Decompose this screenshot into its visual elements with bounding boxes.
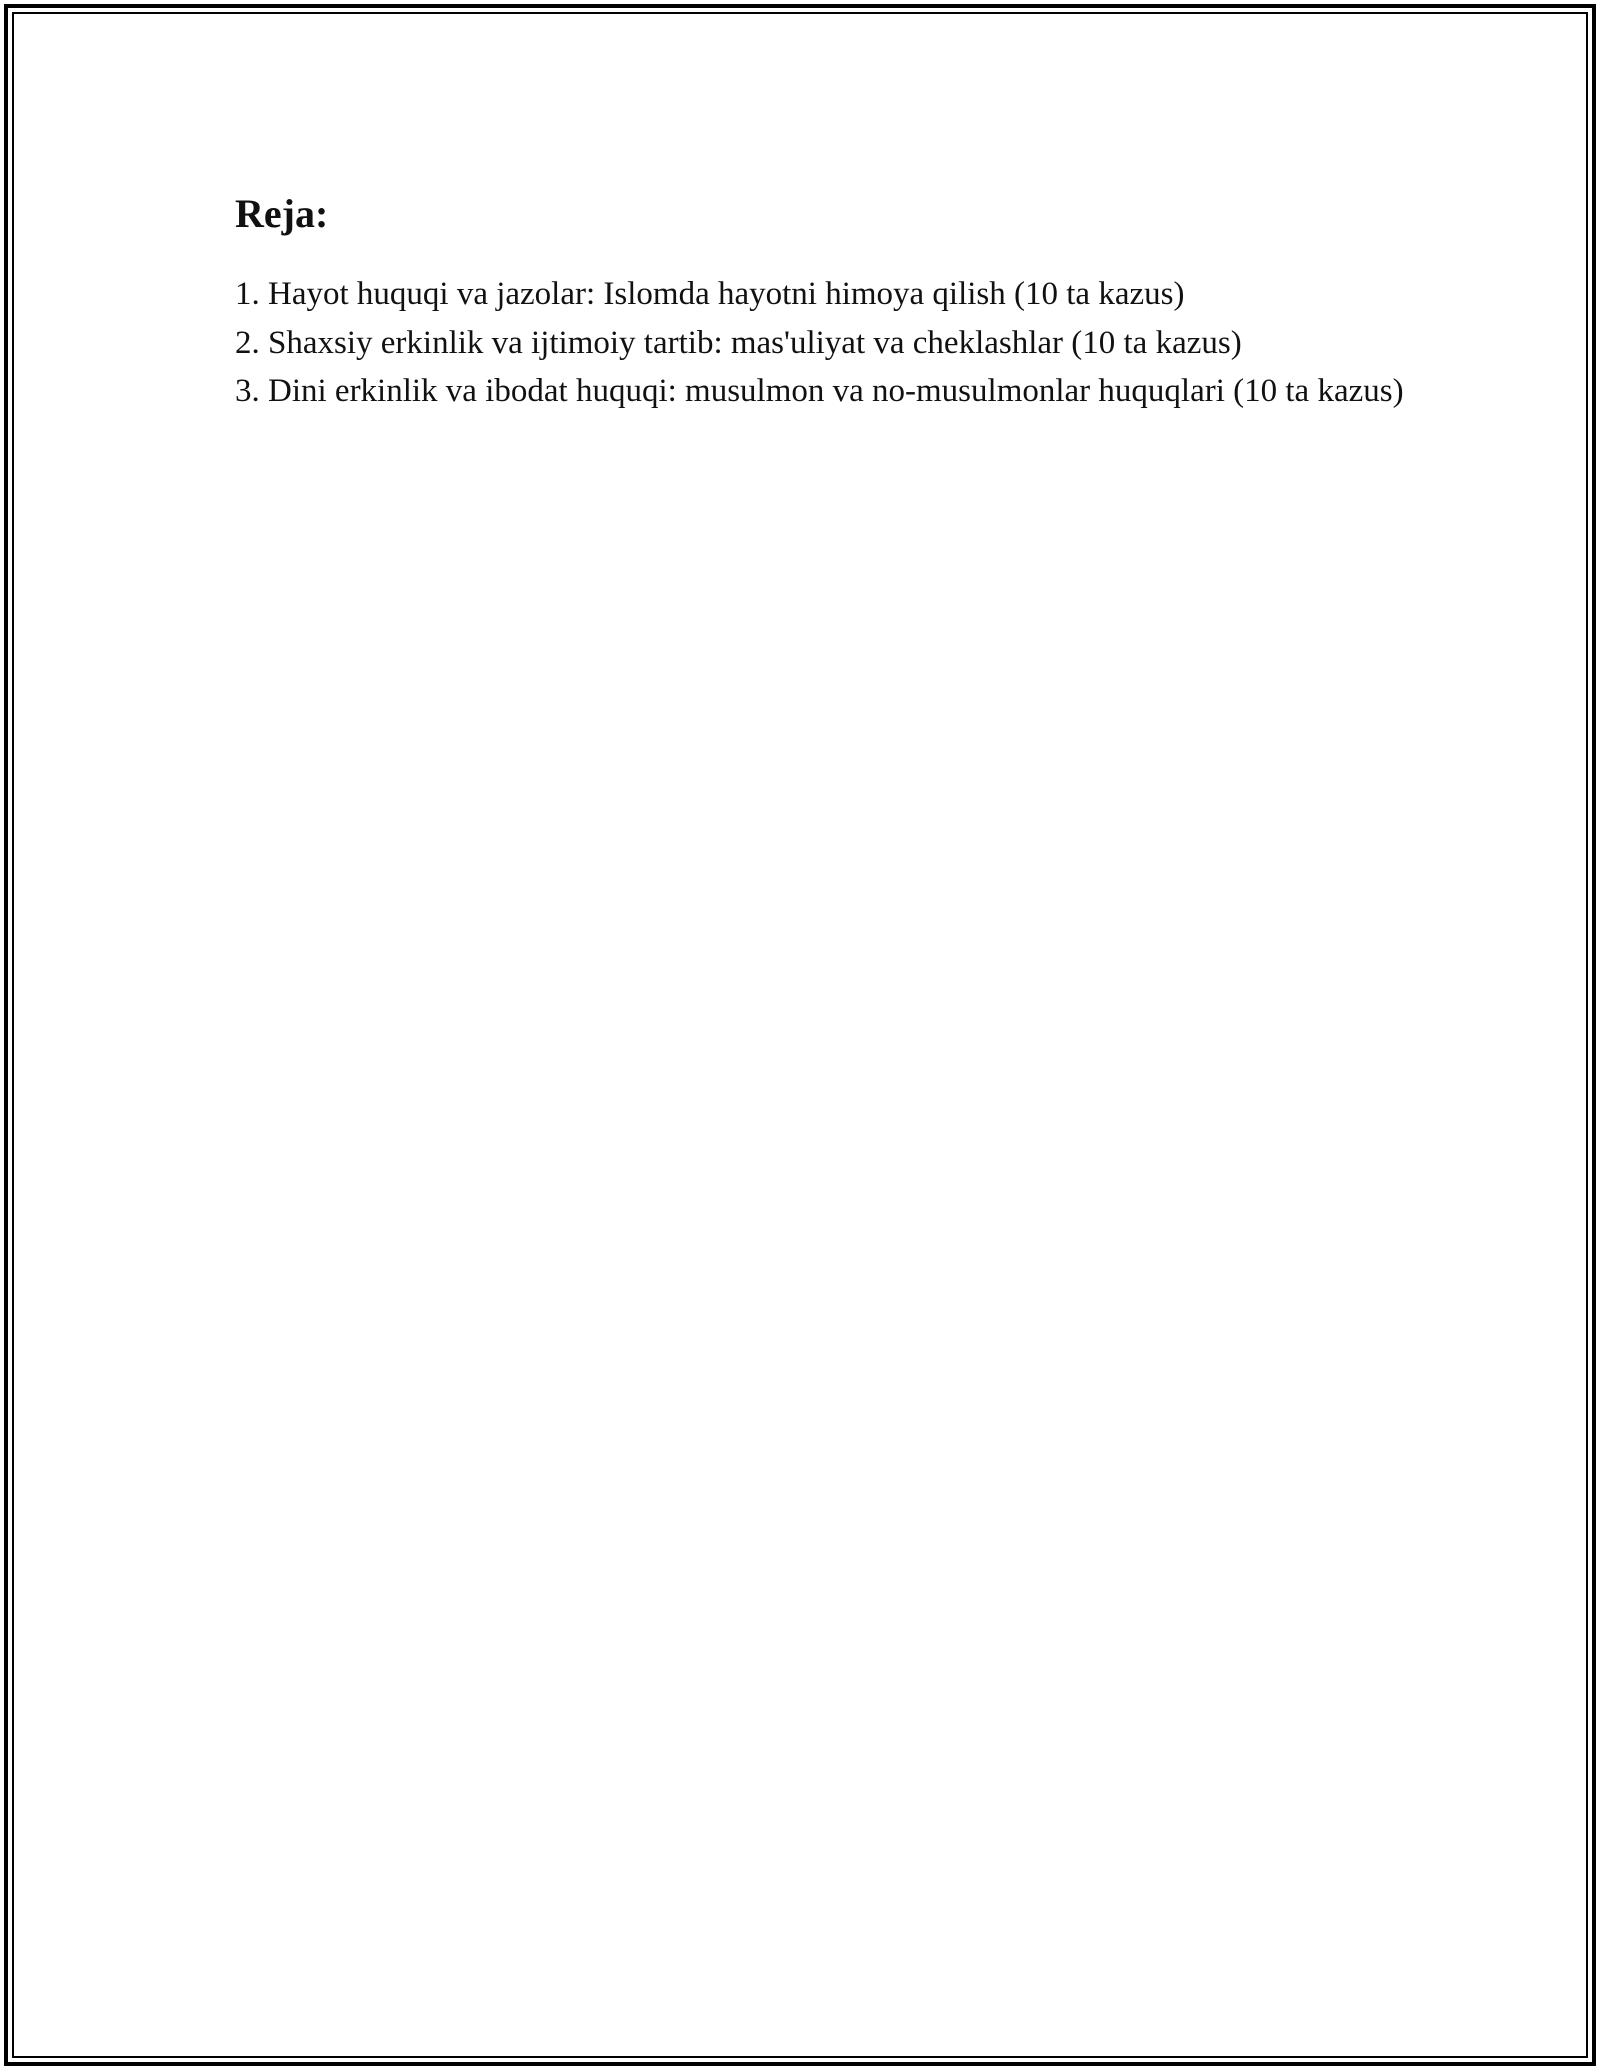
plan-item-number: 1. bbox=[235, 276, 260, 312]
plan-item-1 bbox=[235, 270, 1415, 319]
plan-item-3 bbox=[235, 367, 1415, 416]
plan-list bbox=[235, 270, 1415, 416]
plan-item-text: Hayot huquqi va jazolar: Islomda hayotni himoya qilish (10 ta kazus) bbox=[268, 276, 1185, 312]
plan-item-number: 3. bbox=[235, 373, 260, 409]
document-body bbox=[235, 186, 1415, 416]
page-heading: Reja: bbox=[235, 191, 329, 236]
plan-item-text: Dini erkinlik va ibodat huquqi: musulmon va no-musulmonlar huquqlari (10 ta kazus) bbox=[268, 373, 1404, 409]
plan-item-2 bbox=[235, 319, 1415, 368]
plan-item-number: 2. bbox=[235, 324, 260, 361]
plan-item-text: Shaxsiy erkinlik va ijtimoiy tartib: mas'uliyat va cheklashlar (10 ta kazus) bbox=[268, 324, 1242, 361]
